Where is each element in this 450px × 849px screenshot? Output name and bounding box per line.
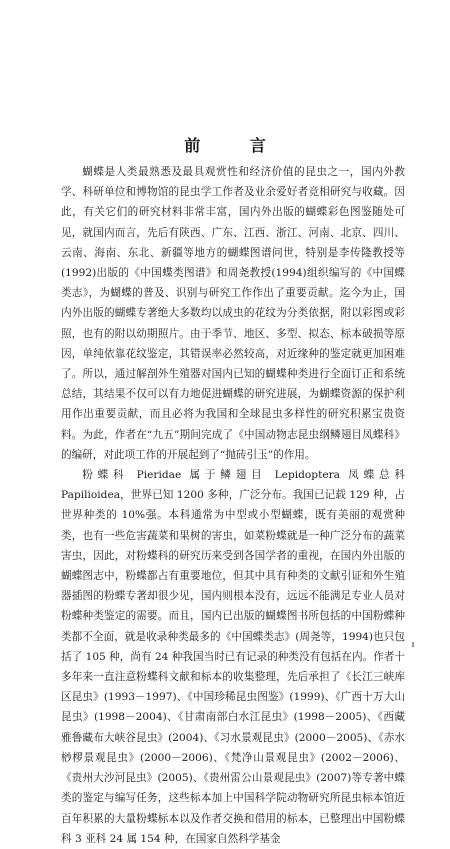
page-mark [412, 642, 414, 647]
body-text [61, 162, 405, 849]
paragraph: 蝴蝶是人类最熟悉及最具观赏性和经济价值的昆虫之一，国内外教学、科研单位和博物馆的昆虫学工作者及业余爱好者竞相研究与收藏。因此，有关它们的研究材料非常丰富，国内外出版的蝴蝶彩色图鉴随处可见，就国内而言，先后有陕西、广东、江西、浙江、河南、北京、四川、云南、海南、东北、新疆等地方的蝴蝶图谱问世，特别是李传隆教授等(1992)出版的《中国蝶类图谱》和周尧教授(1994)组织编写的《中国蝶类志》，为蝴蝶的普及、识别与研究工作作出了重要贡献。迄今为止，国内外出版的蝴蝶专著绝大多数均以成虫的花纹为分类依据，附以彩图或彩照，也有的附以幼期照片。由于季节、地区、多型、拟态、标本破损等原因，单纯依靠花纹鉴定，其错误率必然较高，对近缘种的鉴定就更加困难了。所以，通过解剖外生殖器对国内已知的蝴蝶种类进行全面订正和系统总结，其结果不仅可以有力地促进蝴蝶的研究进展，为蝴蝶资源的保护利用作出重要贡献，而且必将为我国和全球昆虫多样性的研究积累宝贵资料。为此，作者在“九五”期间完成了《中国动物志昆虫纲鳞翅目凤蝶科》的编研，对此项工作的开展起到了“抛砖引玉”的作用。 [61, 166, 405, 461]
page-title: 前 言 [184, 136, 288, 155]
paragraph: 粉蝶科 Pieridae 属于鳞翅目 Lepidoptera 凤蝶总科 Papilioidea，世界已知 1200 多种，广泛分布。我国已记载 129 种，占世界种类的 10%强。本科通常为中型或小型蝴蝶，既有美丽的观赏种类，也有一些危害蔬菜和果树的害虫，如菜粉蝶就是一种广泛分布的蔬菜害虫，因此，对粉蝶科的研究历来受到各国学者的重视，在国内外出版的蝴蝶图志中，粉蝶都占有重要地位，但其中具有种类的文献引证和外生殖器插图的粉蝶专著却很少见，国内则根本没有，远远不能满足专业人员对粉蝶种类鉴定的需要。而且，国内已出版的蝴蝶图书所包括的中国粉蝶种类都不全面，就是收录种类最多的《中国蝶类志》(周尧等，1994)也只包括了 105 种，尚有 24 种我国当时已有记录的种类没有包括在内。作者十多年来一直注意粉蝶科文献和标本的收集整理，先后承担了《长江三峡库区昆虫》(1993－1997)、《中国珍稀昆虫图鉴》(1999)、《广西十万大山昆虫》(1998－2004)、《甘肃南部白水江昆虫》(1998－2005)、《西藏雅鲁藏布大峡谷昆虫》(2004)、《习水景观昆虫》(2000－2005)、《赤水桫椤景观昆虫》(2000－2006)、《梵净山景观昆虫》(2002－2006)、《贵州大沙河昆虫》(2005)、《贵州雷公山景观昆虫》(2007)等专著中蝶类的鉴定与编写任务，这些标本加上中国科学院动物研究所昆虫标本馆近百年积累的大量粉蝶标本以及作者交换和借用的标本，已整理出中国粉蝶科 3 亚科 24 属 154 种，在国家自然科学基金 [61, 469, 405, 845]
